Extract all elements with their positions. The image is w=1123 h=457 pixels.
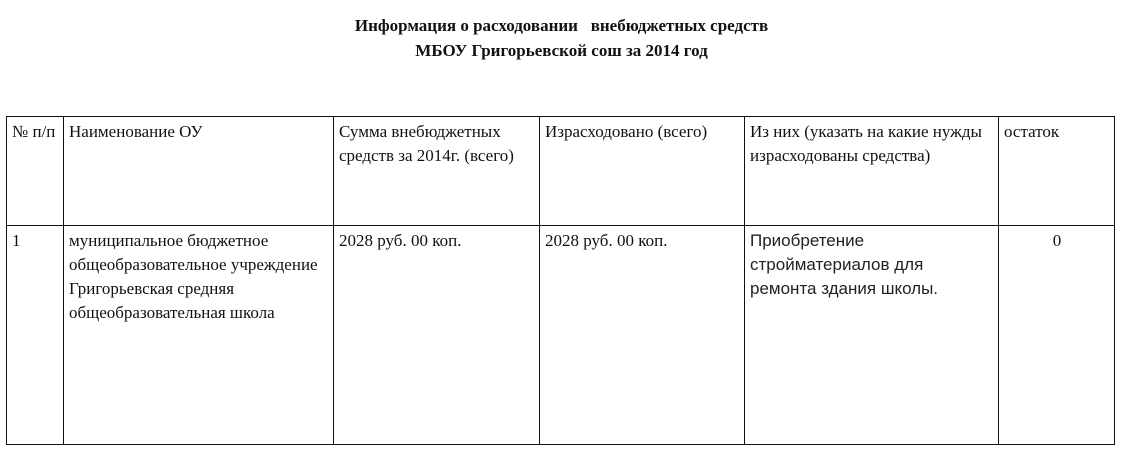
expenditure-table bbox=[6, 116, 1115, 445]
header-name: Наименование ОУ bbox=[64, 117, 334, 226]
header-sum: Сумма внебюджетных средств за 2014г. (всего) bbox=[334, 117, 540, 226]
cell-spent: 2028 руб. 00 коп. bbox=[540, 226, 745, 445]
title-line-2: МБОУ Григорьевской сош за 2014 год bbox=[415, 41, 708, 60]
title-line-1: Информация о расходовании внебюджетных средств bbox=[354, 16, 769, 35]
header-remainder: остаток bbox=[999, 117, 1115, 226]
header-spent: Израсходовано (всего) bbox=[540, 117, 745, 226]
cell-name: муниципальное бюджетное общеобразовательное учреждение Григорьевская средняя общеобразовательная школа bbox=[64, 226, 334, 445]
document-title bbox=[0, 13, 1123, 63]
table-row bbox=[7, 226, 1115, 445]
cell-purpose: Приобретение стройматериалов для ремонта здания школы. bbox=[745, 226, 999, 445]
table-header-row bbox=[7, 117, 1115, 226]
cell-sum: 2028 руб. 00 коп. bbox=[334, 226, 540, 445]
cell-remainder: 0 bbox=[999, 226, 1115, 445]
cell-num: 1 bbox=[7, 226, 64, 445]
header-purpose: Из них (указать на какие нужды израсходованы средства) bbox=[745, 117, 999, 226]
header-num: № п/п bbox=[7, 117, 64, 226]
